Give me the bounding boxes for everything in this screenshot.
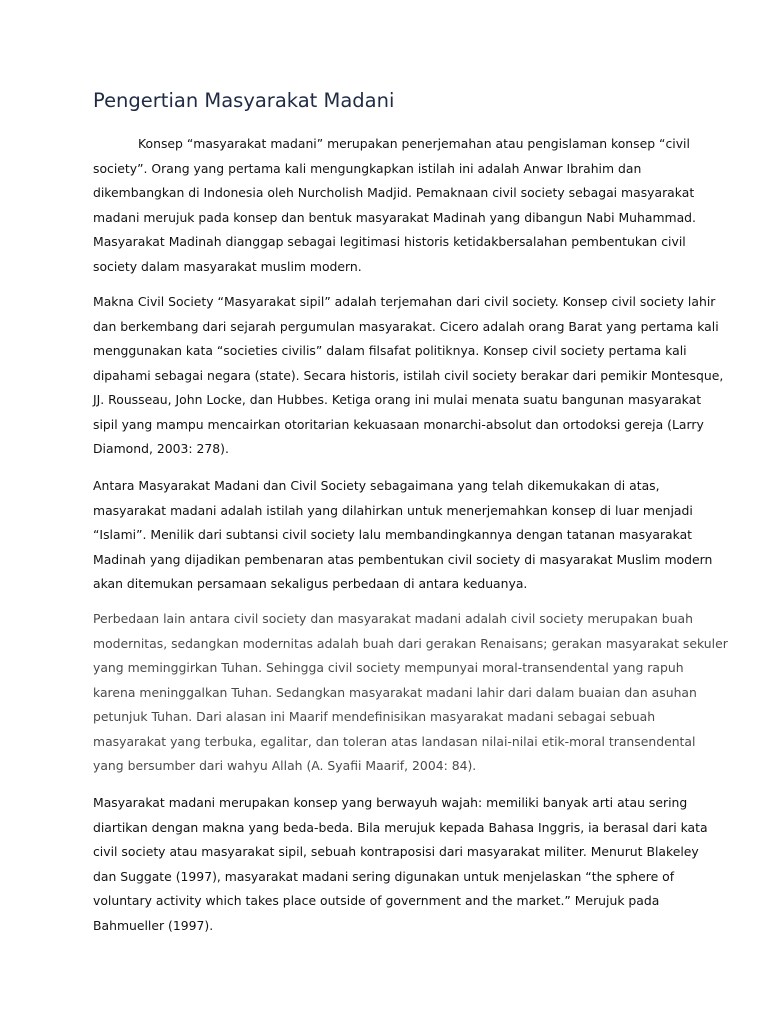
paragraph-line: Makna Civil Society “Masyarakat sipil” adalah terjemahan dari civil society. Konsep civil society lahir [93, 294, 716, 309]
paragraph-line: karena meninggalkan Tuhan. Sedangkan masyarakat madani lahir dari dalam buaian dan asuhan [93, 684, 697, 700]
paragraph-line: yang meminggirkan Tuhan. Sehingga civil society mempunyai moral-transendental yang rapuh [93, 660, 684, 675]
paragraph-line: diartikan dengan makna yang beda-beda. Bila merujuk kepada Bahasa Inggris, ia berasal dari kata [93, 819, 708, 835]
paragraph-line: madani merujuk pada konsep dan bentuk masyarakat Madinah yang dibangun Nabi Muhammad. [93, 209, 696, 225]
document-title: Pengertian Masyarakat Madani [93, 89, 395, 112]
paragraph-line: Antara Masyarakat Madani dan Civil Society sebagaimana yang telah dikemukakan di atas, [93, 478, 660, 493]
paragraph-line: masyarakat yang terbuka, egalitar, dan toleran atas landasan nilai-nilai etik-moral transendental [93, 733, 696, 749]
paragraph-line: sipil yang mampu mencairkan otoritarian kekuasaan monarchi-absolut dan ortodoksi gereja (Larry [93, 416, 704, 432]
paragraph-line: yang bersumber dari wahyu Allah (A. Syafii Maarif, 2004: 84). [93, 758, 477, 773]
paragraph-line: Masyarakat Madinah dianggap sebagai legitimasi historis ketidakbersalahan pembentukan civil [93, 234, 686, 249]
paragraph-line: menggunakan kata “societies civilis” dalam filsafat politiknya. Konsep civil society pertama kali [93, 343, 687, 358]
paragraph-3 [93, 474, 713, 597]
paragraph-line: masyarakat madani adalah istilah yang dilahirkan untuk menerjemahkan konsep di luar menjadi [93, 502, 693, 518]
paragraph-4 [93, 607, 728, 779]
paragraph-line: society”. Orang yang pertama kali mengungkapkan istilah ini adalah Anwar Ibrahim dan [93, 160, 642, 176]
paragraph-line: dikembangkan di Indonesia oleh Nurcholish Madjid. Pemaknaan civil society sebagai masyarakat [93, 185, 695, 200]
paragraph-line: dan Suggate (1997), masyarakat madani sering digunakan untuk menjelaskan “the sphere of [93, 868, 675, 884]
paragraph-line: civil society atau masyarakat sipil, sebuah kontraposisi dari masyarakat militer. Menurut Blakeley [93, 844, 699, 859]
paragraph-line: JJ. Rousseau, John Locke, dan Hubbes. Ketiga orang ini mulai menata suatu bangunan masyarakat [93, 392, 702, 407]
paragraph-line: Konsep “masyarakat madani” merupakan penerjemahan atau pengislaman konsep “civil [138, 136, 690, 151]
paragraph-line: Diamond, 2003: 278). [93, 441, 229, 456]
paragraph-1 [93, 132, 696, 279]
paragraph-line: society dalam masyarakat muslim modern. [93, 258, 362, 274]
paragraph-line: modernitas, sedangkan modernitas adalah buah dari gerakan Renaisans; gerakan masyarakat sekuler [93, 635, 728, 651]
paragraph-line: akan ditemukan persamaan sekaligus perbedaan di antara keduanya. [93, 576, 528, 591]
paragraph-line: petunjuk Tuhan. Dari alasan ini Maarif mendefinisikan masyarakat madani sebagai sebuah [93, 709, 656, 724]
paragraph-line: Perbedaan lain antara civil society dan masyarakat madani adalah civil society merupakan buah [93, 611, 693, 626]
paragraph-line: Madinah yang dijadikan pembenaran atas pembentukan civil society di masyarakat Muslim modern [93, 551, 713, 567]
paragraph-line: dipahami sebagai negara (state). Secara historis, istilah civil society berakar dari pemikir Montesque, [93, 367, 724, 383]
paragraph-line: Masyarakat madani merupakan konsep yang berwayuh wajah: memiliki banyak arti atau sering [93, 795, 688, 810]
paragraph-line: dan berkembang dari sejarah pergumulan masyarakat. Cicero adalah orang Barat yang pertama kali [93, 318, 719, 334]
paragraph-line: voluntary activity which takes place outside of government and the market.” Merujuk pada [93, 893, 660, 908]
paragraph-5 [93, 791, 708, 938]
paragraph-line: “Islami”. Menilik dari subtansi civil society lalu membandingkannya dengan tatanan masyarakat [93, 527, 693, 542]
paragraph-line: Bahmueller (1997). [93, 917, 214, 933]
paragraph-2 [93, 290, 724, 462]
